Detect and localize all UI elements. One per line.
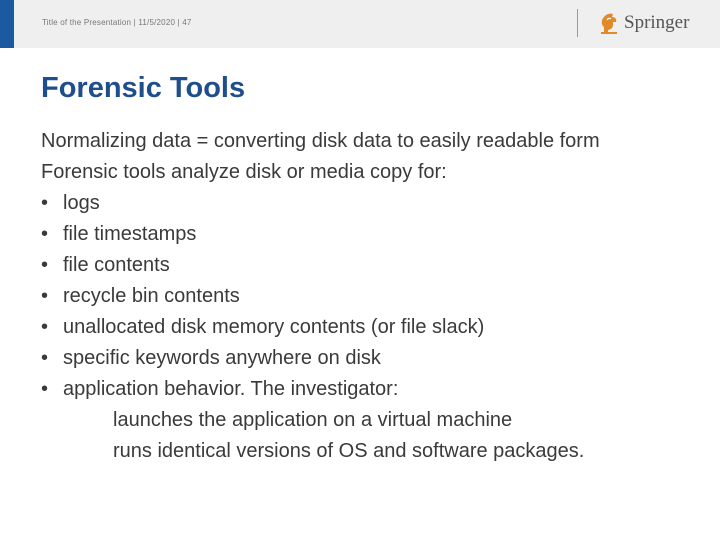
springer-knight-icon — [598, 11, 620, 35]
slide-body — [41, 126, 701, 467]
sub-line: launches the application on a virtual machine — [113, 409, 513, 431]
bullet-item — [41, 374, 701, 405]
bullet-dot: • — [41, 347, 49, 369]
bullet-text: application behavior. The investigator: — [63, 378, 399, 400]
bullet-text: recycle bin contents — [63, 285, 240, 307]
bullet-text: unallocated disk memory contents (or file slack) — [63, 316, 485, 338]
body-line: Normalizing data = converting disk data to easily readable form — [41, 130, 600, 152]
springer-logo — [598, 9, 689, 37]
bullet-dot: • — [41, 316, 49, 338]
bullet-item — [41, 250, 701, 281]
bullet-item — [41, 343, 701, 374]
slide-header — [0, 0, 720, 48]
header-accent-bar — [0, 0, 14, 48]
presentation-meta: Title of the Presentation | 11/5/2020 | 47 — [42, 18, 192, 27]
body-line: Forensic tools analyze disk or media copy for: — [41, 161, 447, 183]
sub-line: runs identical versions of OS and software packages. — [113, 440, 585, 462]
bullet-dot: • — [41, 285, 49, 307]
bullet-list — [41, 188, 701, 405]
bullet-dot: • — [41, 378, 49, 400]
slide-title: Forensic Tools — [41, 72, 246, 104]
bullet-text: file contents — [63, 254, 170, 276]
bullet-text: specific keywords anywhere on disk — [63, 347, 381, 369]
header-divider — [577, 9, 578, 37]
logo-wordmark: Springer — [624, 12, 690, 33]
bullet-text: logs — [63, 192, 100, 214]
bullet-dot: • — [41, 192, 49, 214]
bullet-item — [41, 188, 701, 219]
bullet-dot: • — [41, 223, 49, 245]
bullet-dot: • — [41, 254, 49, 276]
bullet-item — [41, 219, 701, 250]
bullet-text: file timestamps — [63, 223, 197, 245]
bullet-item — [41, 312, 701, 343]
bullet-item — [41, 281, 701, 312]
